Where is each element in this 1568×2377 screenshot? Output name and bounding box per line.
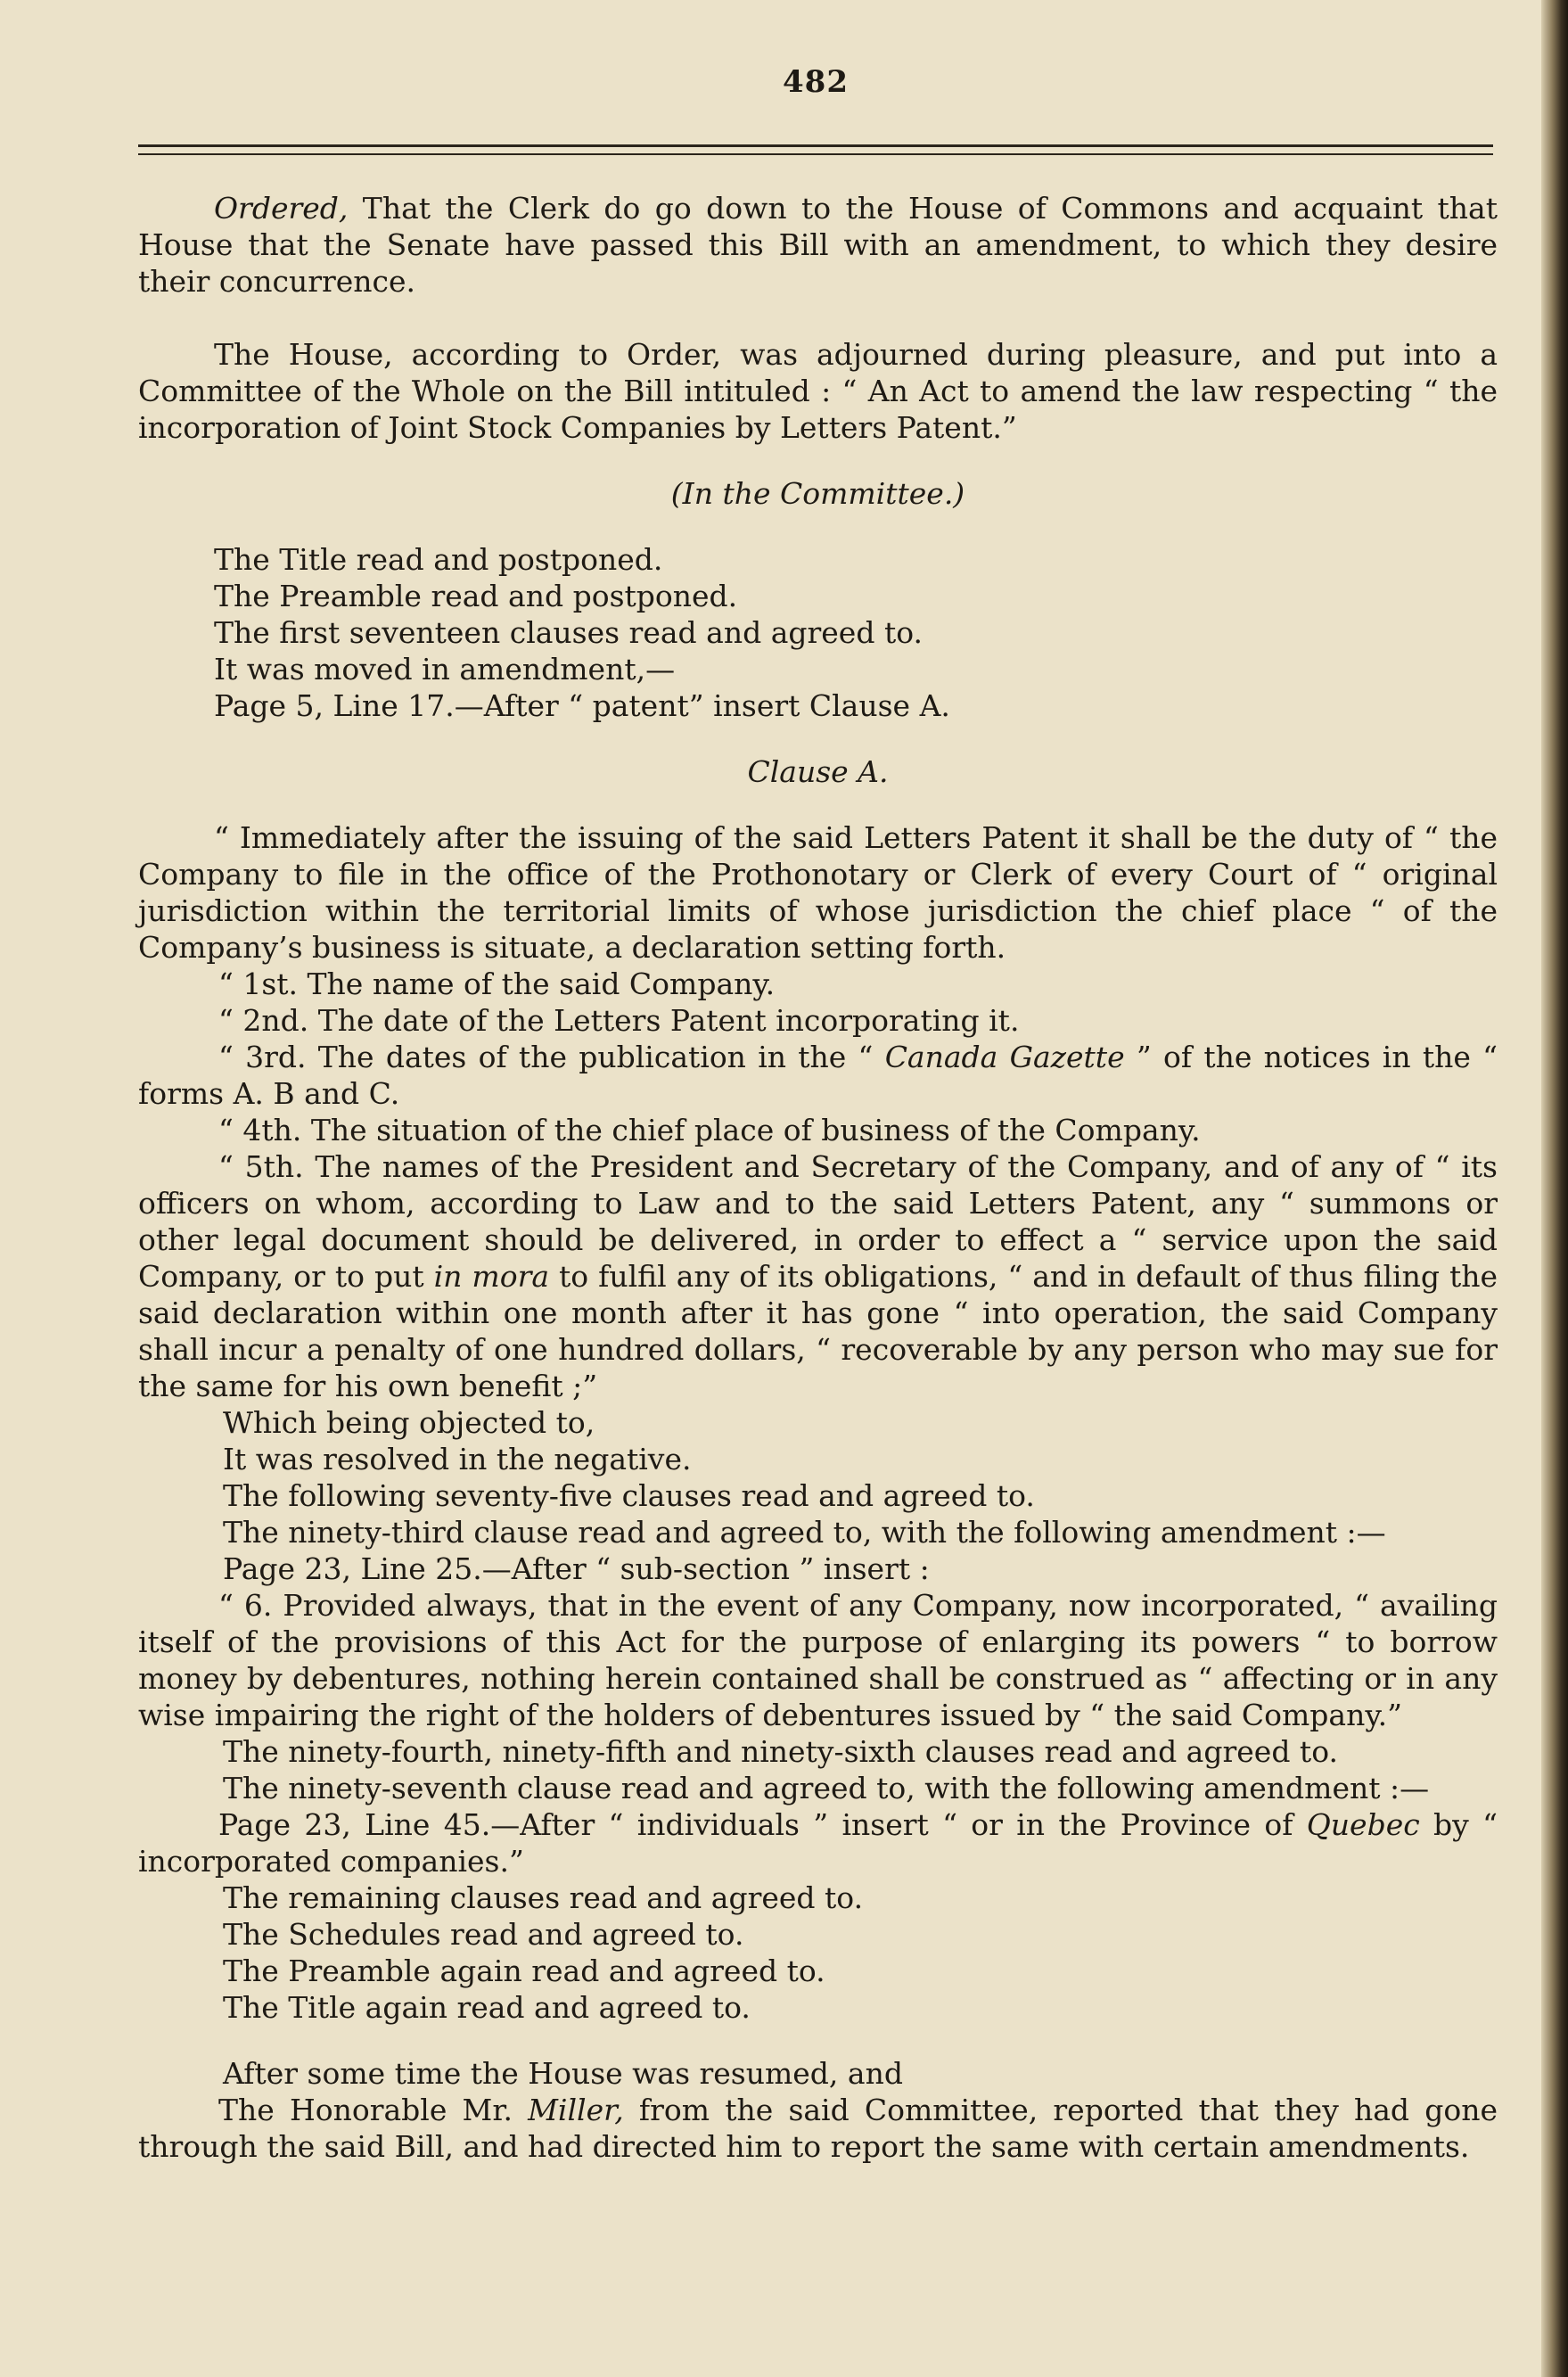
report-pre: The Honorable Mr. [218,2093,529,2127]
page23-line45-amendment [138,1806,1498,1879]
senator-name: Miller, [528,2093,624,2127]
proceeding-line: The remaining clauses read and agreed to. [223,1880,864,1915]
item5-pre: “ 5th. The names of the President and Secretary of the Company, and of any of “ its officers on whom, according to Law and to the said Letters Patent, any “ summons or other legal document should be delivered, in order to effect a “ service upon the said Company, or to put [138,1149,1498,1294]
canada-gazette: Canada Gazette [884,1040,1125,1074]
committee-line: The Title read and postponed. [214,542,663,577]
ordered-rest: That the Clerk do go down to the House of Commons and acquaint that House that the Senate have passed this Bill with an amendment, to which they desire their concurrence. [138,191,1498,299]
proceeding-line: The Title again read and agreed to. [223,1990,751,2025]
proceeding-line: Which being objected to, [223,1405,595,1440]
text-body [138,190,1498,2165]
proceeding-line: The Schedules read and agreed to. [223,1917,744,1952]
clause-a-item [138,1039,1498,1112]
clause-a-item: “ 4th. The situation of the chief place of business of the Company. [218,1113,1201,1147]
provision-six: “ 6. Provided always, that in the event of any Company, now incorporated, “ availing itself of the provisions of this Act for the purpose of enlarging its powers “ to borrow money by debentures, nothing herein contained shall be construed as “ affecting or in any wise impairing the right of the holders of debentures issued by “ the said Company.” [138,1588,1498,1732]
committee-intro-paragraph: The House, according to Order, was adjourned during pleasure, and put into a Committee of the Whole on the Bill intituled : “ An Act to amend the law respecting “ the incorporation of Joint Stock Companies by Letters Patent.” [138,337,1498,445]
report-paragraph [138,2092,1498,2165]
committee-line: It was moved in amendment,— [214,652,676,687]
clause-a-item [138,1148,1498,1404]
item3-post: ” of the notices in the “ forms A. B and C. [138,1040,1498,1111]
resumed-line: After some time the House was resumed, and [223,2056,903,2091]
clause-a-item: “ 1st. The name of the said Company. [218,966,776,1001]
header-rule [138,144,1493,155]
in-committee-heading: (In the Committee.) [670,476,965,511]
committee-line: The first seventeen clauses read and agreed to. [214,615,923,650]
proceeding-line: The ninety-fourth, ninety-fifth and ninety-sixth clauses read and agreed to. [223,1734,1338,1769]
committee-line: The Preamble read and postponed. [214,579,738,613]
clause-a-intro: “ Immediately after the issuing of the said Letters Patent it shall be the duty of “ the Company to file in the office of the Prothonotary or Clerk of every Court of “ original jurisdiction within the territorial limits of whose jurisdiction the chief place “ of the Company’s business is situate, a declaration setting forth. [138,820,1498,965]
quebec: Quebec [1306,1807,1420,1842]
amendment-pre: Page 23, Line 45.—After “ individuals ” insert “ or in the Province of [218,1807,1307,1842]
proceeding-line: The following seventy-five clauses read and agreed to. [223,1478,1035,1513]
report-post: from the said Committee, reported that they had gone through the said Bill, and had directed him to report the same with certain amendments. [138,2093,1498,2164]
item5-post: to fulfil any of its obligations, “ and in default of thus filing the said declaration within one month after it has gone “ into operation, the said Company shall incur a penalty of one hundred dollars, “ recoverable by any person who may sue for the same for his own benefit ;” [138,1259,1498,1403]
ordered-paragraph [138,190,1498,300]
in-mora: in mora [433,1259,550,1294]
book-spine-edge [1541,0,1568,2377]
proceeding-line: The ninety-third clause read and agreed to, with the following amendment :— [223,1515,1386,1550]
proceeding-line: Page 23, Line 25.—After “ sub-section ” insert : [223,1551,930,1586]
item3-pre: “ 3rd. The dates of the publication in the “ [218,1040,885,1074]
proceeding-line: The ninety-seventh clause read and agreed to, with the following amendment :— [223,1771,1430,1805]
ordered-lead: Ordered, [214,191,349,226]
clause-a-heading: Clause A. [747,754,889,789]
amendment-post: by “ incorporated companies.” [138,1807,1498,1879]
proceeding-line: It was resolved in the negative. [223,1442,692,1476]
page-number: 482 [783,64,849,100]
committee-line: Page 5, Line 17.—After “ patent” insert Clause A. [214,688,950,723]
clause-a-item: “ 2nd. The date of the Letters Patent incorporating it. [218,1003,1020,1038]
proceeding-line: The Preamble again read and agreed to. [223,1953,825,1988]
